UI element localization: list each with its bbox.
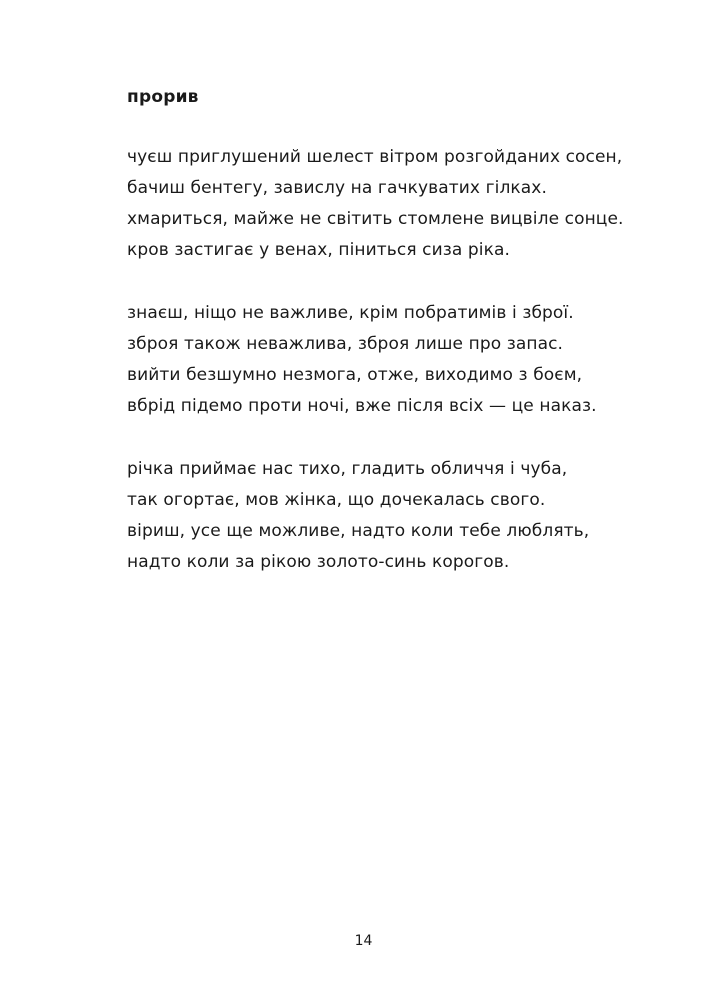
stanza-1 bbox=[127, 142, 624, 266]
stanza-3 bbox=[127, 454, 624, 578]
poem-line: знаєш, ніщо не важливе, крім побратимів і зброї. bbox=[127, 303, 574, 323]
poem-line: так огортає, мов жінка, що дочекалась свого. bbox=[127, 490, 546, 510]
poem-line: річка приймає нас тихо, гладить обличчя і чуба, bbox=[127, 459, 568, 479]
poem-line: чуєш приглушений шелест вітром розгойданих сосен, bbox=[127, 147, 623, 167]
poem-body bbox=[127, 142, 624, 610]
poem-line: зброя також неважлива, зброя лише про запас. bbox=[127, 334, 564, 354]
poem-line: надто коли за рікою золото-синь корогов. bbox=[127, 552, 510, 572]
poem-title: прорив bbox=[127, 87, 199, 107]
poem-line: хмариться, майже не світить стомлене вицвіле сонце. bbox=[127, 209, 624, 229]
poem-line: вийти безшумно незмога, отже, виходимо з боєм, bbox=[127, 365, 583, 385]
poem-line: кров застигає у венах, піниться сиза ріка. bbox=[127, 240, 511, 260]
poem-line: бачиш бентегу, завислу на гачкуватих гілках. bbox=[127, 178, 547, 198]
poem-line: віриш, усе ще можливе, надто коли тебе люблять, bbox=[127, 521, 590, 541]
poem-line: вбрід підемо проти ночі, вже після всіх — це наказ. bbox=[127, 396, 597, 416]
stanza-2 bbox=[127, 298, 624, 422]
page-number: 14 bbox=[354, 933, 373, 949]
